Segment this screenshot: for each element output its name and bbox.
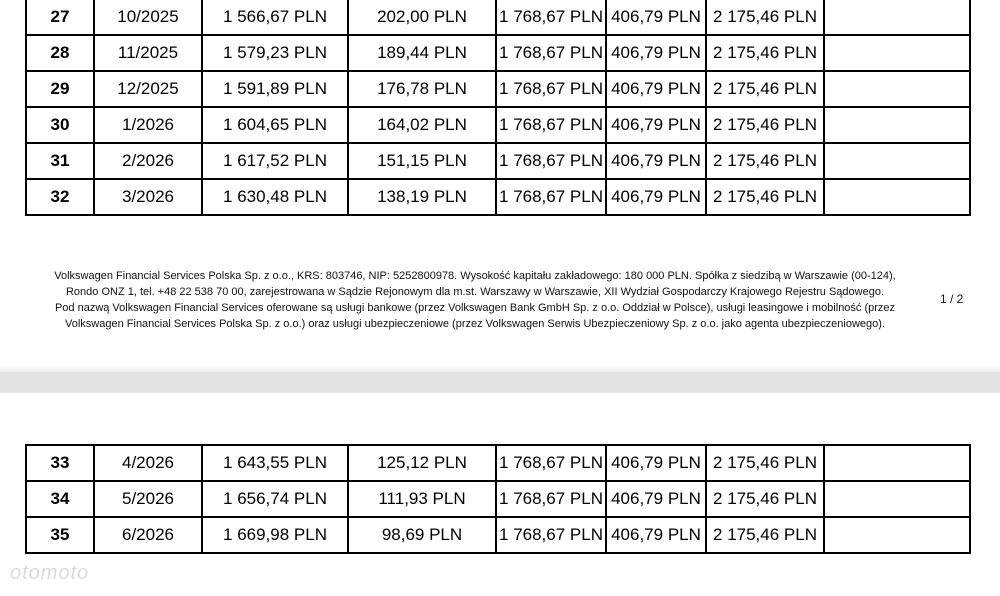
footer-line: Volkswagen Financial Services Polska Sp. z o.o., KRS: 803746, NIP: 5252800978. Wysokość kapitału zakładowego: 180 000 PLN. Spółka z siedzibą w Warszawie (00-124), bbox=[54, 270, 896, 282]
cell-period: 6/2026 bbox=[94, 517, 202, 553]
cell-total: 2 175,46 PLN bbox=[706, 35, 824, 71]
cell-fee: 406,79 PLN bbox=[606, 143, 706, 179]
installment-schedule-table-part1 bbox=[25, 0, 971, 216]
cell-period: 5/2026 bbox=[94, 481, 202, 517]
page-number: 1 / 2 bbox=[940, 292, 964, 306]
cell-fee: 406,79 PLN bbox=[606, 107, 706, 143]
cell-note bbox=[824, 517, 970, 553]
cell-total: 2 175,46 PLN bbox=[706, 71, 824, 107]
table-row bbox=[26, 107, 970, 143]
cell-fee: 406,79 PLN bbox=[606, 71, 706, 107]
page-separator bbox=[0, 372, 1000, 393]
cell-capital: 1 591,89 PLN bbox=[202, 71, 348, 107]
cell-capital: 1 656,74 PLN bbox=[202, 481, 348, 517]
cell-total: 2 175,46 PLN bbox=[706, 143, 824, 179]
cell-interest: 98,69 PLN bbox=[348, 517, 496, 553]
cell-note bbox=[824, 179, 970, 215]
cell-interest: 189,44 PLN bbox=[348, 35, 496, 71]
cell-interest: 202,00 PLN bbox=[348, 0, 496, 35]
cell-no: 32 bbox=[26, 179, 94, 215]
cell-capital: 1 617,52 PLN bbox=[202, 143, 348, 179]
cell-period: 3/2026 bbox=[94, 179, 202, 215]
cell-installment: 1 768,67 PLN bbox=[496, 143, 606, 179]
cell-capital: 1 630,48 PLN bbox=[202, 179, 348, 215]
cell-capital: 1 566,67 PLN bbox=[202, 0, 348, 35]
company-footer bbox=[25, 268, 925, 332]
footer-line: Rondo ONZ 1, tel. +48 22 538 70 00, zarejestrowana w Sądzie Rejonowym dla m.st. Warszawy w Warszawie, XII Wydział Gospodarczy Krajowego Rejestru Sądowego. bbox=[65, 286, 885, 298]
cell-no: 27 bbox=[26, 0, 94, 35]
cell-interest: 151,15 PLN bbox=[348, 143, 496, 179]
cell-note bbox=[824, 71, 970, 107]
cell-capital: 1 604,65 PLN bbox=[202, 107, 348, 143]
table-row bbox=[26, 517, 970, 553]
table-row bbox=[26, 481, 970, 517]
cell-installment: 1 768,67 PLN bbox=[496, 35, 606, 71]
document-page-2 bbox=[0, 393, 1000, 596]
cell-installment: 1 768,67 PLN bbox=[496, 445, 606, 481]
cell-fee: 406,79 PLN bbox=[606, 0, 706, 35]
cell-fee: 406,79 PLN bbox=[606, 517, 706, 553]
cell-capital: 1 643,55 PLN bbox=[202, 445, 348, 481]
cell-installment: 1 768,67 PLN bbox=[496, 179, 606, 215]
cell-fee: 406,79 PLN bbox=[606, 445, 706, 481]
cell-period: 11/2025 bbox=[94, 35, 202, 71]
cell-no: 31 bbox=[26, 143, 94, 179]
cell-total: 2 175,46 PLN bbox=[706, 445, 824, 481]
footer-line: Pod nazwą Volkswagen Financial Services oferowane są usługi bankowe (przez Volkswagen Bank GmbH Sp. z o.o. Oddział w Polsce), usługi leasingowe i mobilność (przez bbox=[54, 302, 896, 314]
cell-total: 2 175,46 PLN bbox=[706, 0, 824, 35]
cell-fee: 406,79 PLN bbox=[606, 35, 706, 71]
cell-capital: 1 669,98 PLN bbox=[202, 517, 348, 553]
cell-note bbox=[824, 143, 970, 179]
table-row bbox=[26, 35, 970, 71]
cell-interest: 125,12 PLN bbox=[348, 445, 496, 481]
cell-period: 10/2025 bbox=[94, 0, 202, 35]
cell-total: 2 175,46 PLN bbox=[706, 107, 824, 143]
cell-no: 35 bbox=[26, 517, 94, 553]
cell-installment: 1 768,67 PLN bbox=[496, 517, 606, 553]
installment-schedule-table-part2 bbox=[25, 444, 971, 554]
cell-no: 28 bbox=[26, 35, 94, 71]
cell-installment: 1 768,67 PLN bbox=[496, 481, 606, 517]
table-row bbox=[26, 143, 970, 179]
cell-installment: 1 768,67 PLN bbox=[496, 0, 606, 35]
cell-note bbox=[824, 107, 970, 143]
cell-interest: 138,19 PLN bbox=[348, 179, 496, 215]
cell-note bbox=[824, 481, 970, 517]
table-row bbox=[26, 0, 970, 35]
cell-no: 29 bbox=[26, 71, 94, 107]
cell-total: 2 175,46 PLN bbox=[706, 517, 824, 553]
cell-interest: 164,02 PLN bbox=[348, 107, 496, 143]
table-row bbox=[26, 71, 970, 107]
cell-total: 2 175,46 PLN bbox=[706, 481, 824, 517]
footer-line: Volkswagen Financial Services Polska Sp. z o.o.) oraz usługi ubezpieczeniowe (przez Volkswagen Serwis Ubezpieczeniowy Sp. z o.o. jako agenta ubezpieczeniowego). bbox=[65, 318, 885, 330]
cell-note bbox=[824, 0, 970, 35]
table-body bbox=[26, 445, 970, 553]
cell-no: 30 bbox=[26, 107, 94, 143]
cell-no: 33 bbox=[26, 445, 94, 481]
cell-installment: 1 768,67 PLN bbox=[496, 107, 606, 143]
cell-note bbox=[824, 35, 970, 71]
cell-no: 34 bbox=[26, 481, 94, 517]
cell-period: 2/2026 bbox=[94, 143, 202, 179]
cell-total: 2 175,46 PLN bbox=[706, 179, 824, 215]
table-row bbox=[26, 445, 970, 481]
cell-fee: 406,79 PLN bbox=[606, 481, 706, 517]
cell-fee: 406,79 PLN bbox=[606, 179, 706, 215]
watermark-logo: otomoto bbox=[10, 562, 90, 584]
cell-installment: 1 768,67 PLN bbox=[496, 71, 606, 107]
cell-interest: 176,78 PLN bbox=[348, 71, 496, 107]
cell-interest: 111,93 PLN bbox=[348, 481, 496, 517]
table-body bbox=[26, 0, 970, 215]
cell-period: 12/2025 bbox=[94, 71, 202, 107]
cell-capital: 1 579,23 PLN bbox=[202, 35, 348, 71]
cell-period: 4/2026 bbox=[94, 445, 202, 481]
table-row bbox=[26, 179, 970, 215]
cell-note bbox=[824, 445, 970, 481]
cell-period: 1/2026 bbox=[94, 107, 202, 143]
